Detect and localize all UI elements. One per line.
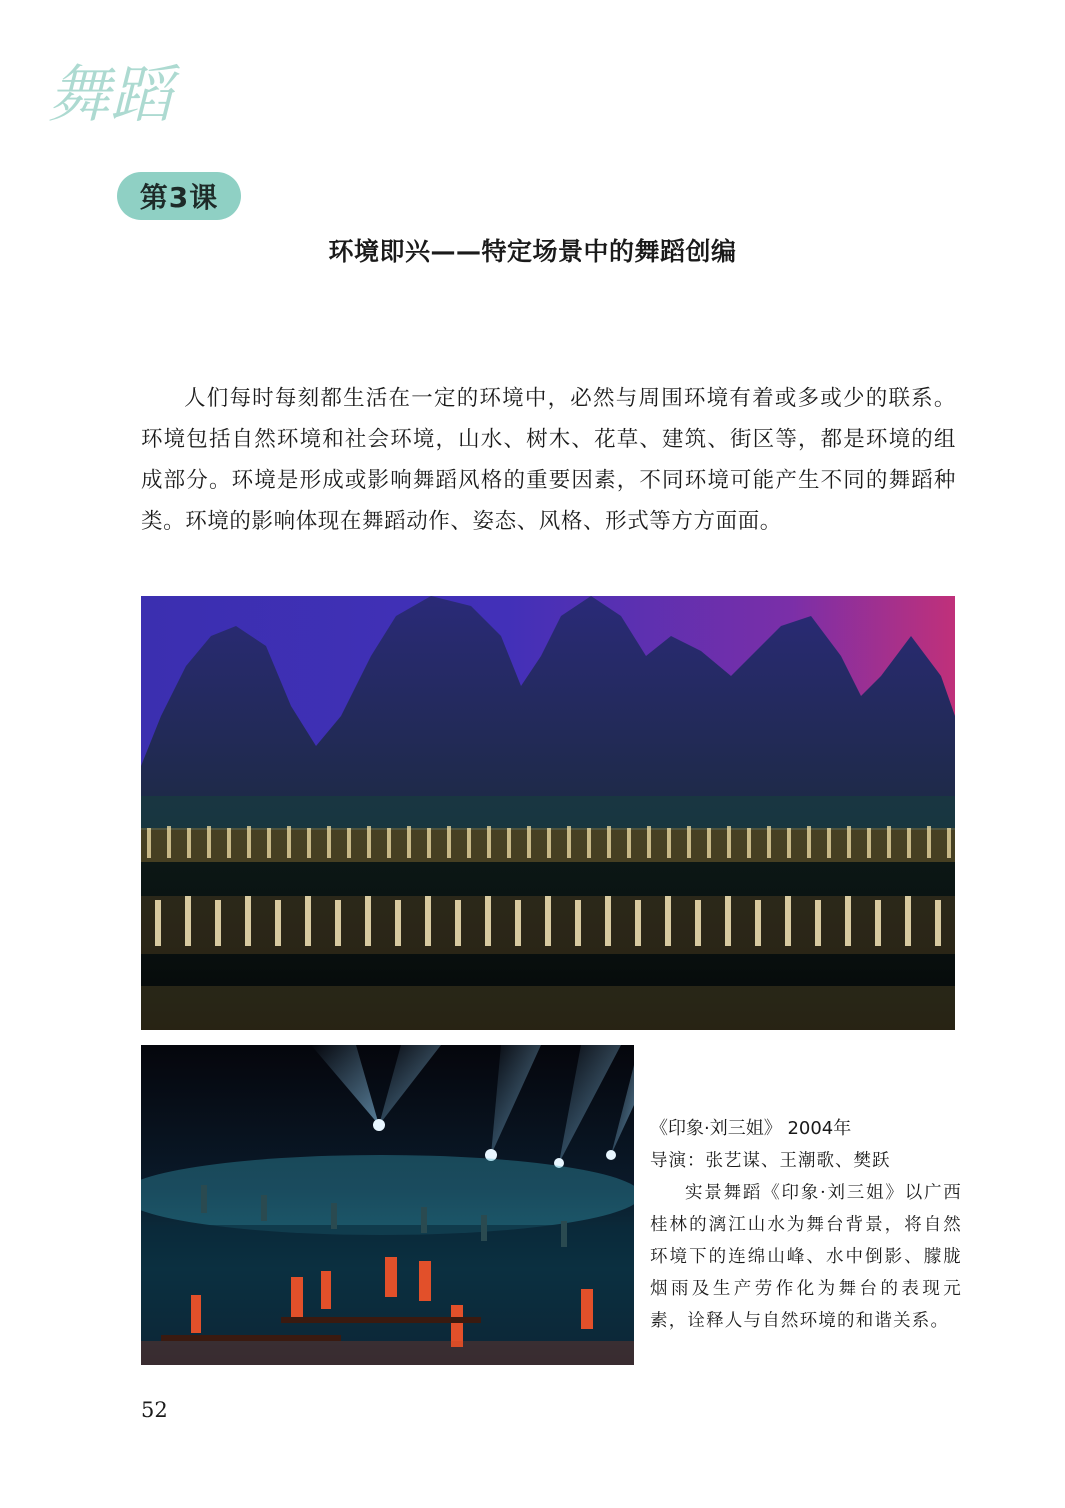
page-number: 52	[141, 1398, 168, 1422]
page-title: 环境即兴——特定场景中的舞蹈创编	[328, 237, 737, 266]
lesson-badge-label: 第3课	[139, 181, 219, 214]
logo-text: 舞蹈	[48, 58, 173, 131]
caption-director: 导演：张艺谋、王潮歌、樊跃	[650, 1151, 891, 1171]
logo-calligraphy	[44, 38, 184, 138]
logo	[44, 38, 184, 138]
performance-photo-fishing	[141, 1045, 634, 1365]
body-paragraph: 人们每时每刻都生活在一定的环境中，必然与周围环境有着或多或少的联系。环境包括自然环境和社会环境，山水、树木、花草、建筑、街区等，都是环境的组成部分。环境是形成或影响舞蹈风格的重要因素，不同环境可能产生不同的舞蹈种类。环境的影响体现在舞蹈动作、姿态、风格、形式等方方面面。	[141, 386, 956, 534]
caption-description: 实景舞蹈《印象·刘三姐》以广西桂林的漓江山水为舞台背景，将自然环境下的连绵山峰、水中倒影、朦胧烟雨及生产劳作化为舞台的表现元素，诠释人与自然环境的和谐关系。	[650, 1183, 962, 1331]
photo-caption	[650, 1113, 962, 1337]
performance-photo-mountains	[141, 596, 955, 1030]
lesson-badge	[117, 172, 241, 220]
caption-title: 《印象·刘三姐》 2004年	[650, 1118, 852, 1139]
